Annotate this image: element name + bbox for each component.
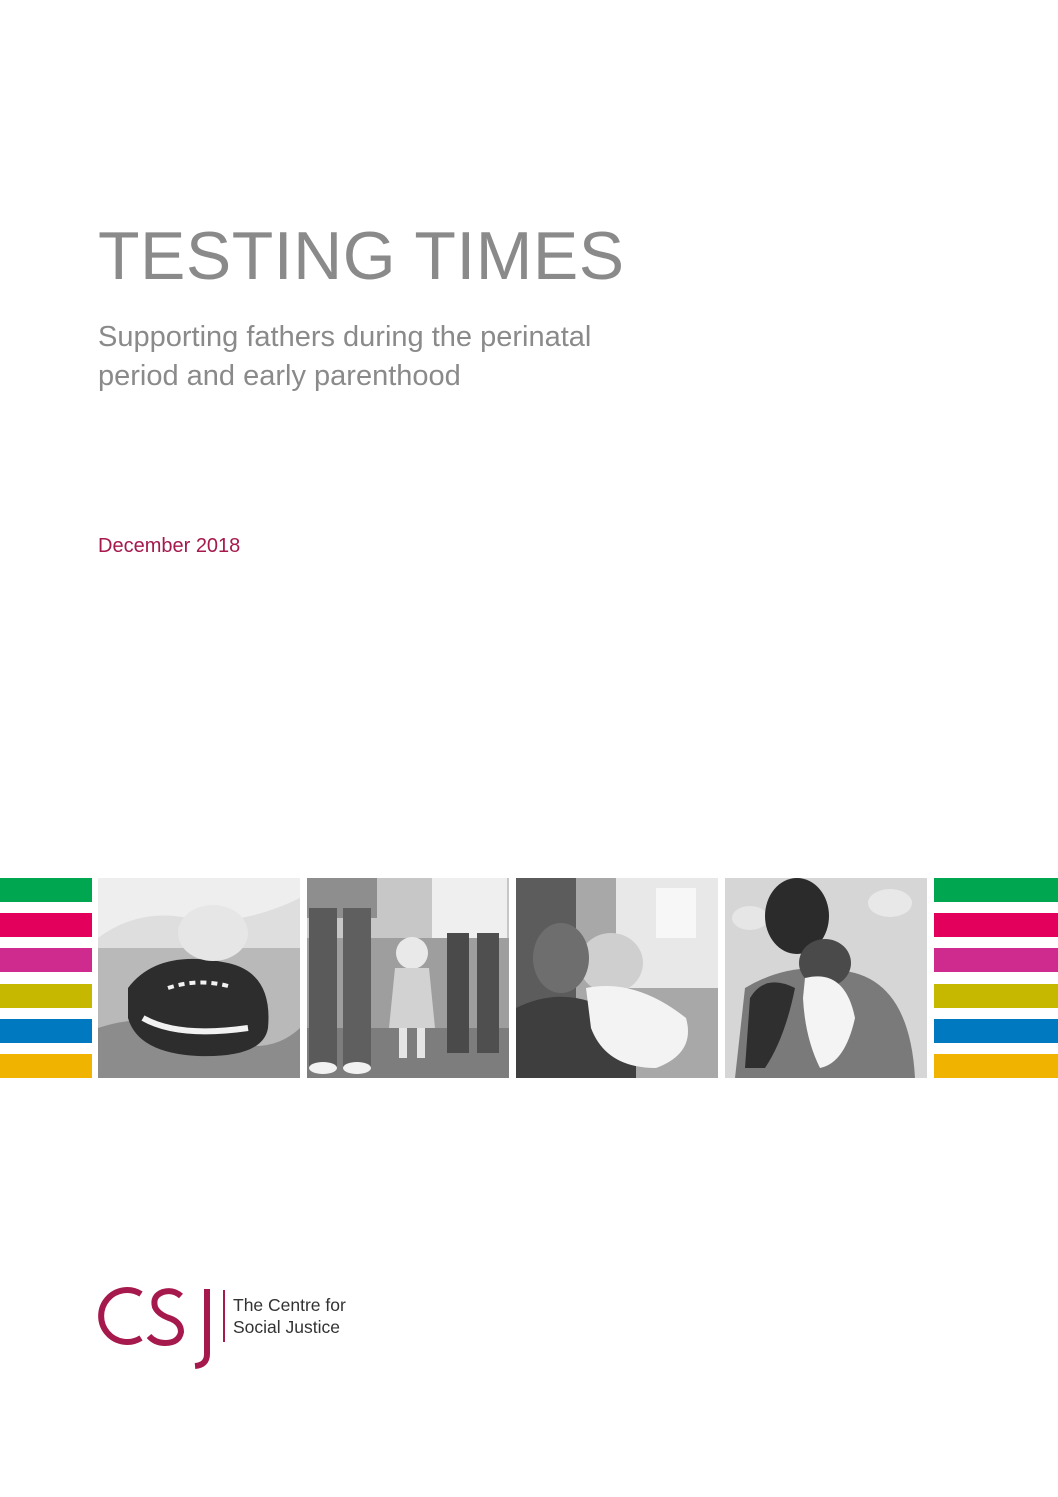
csj-logo-mark [97,1280,221,1370]
publication-date: December 2018 [98,535,241,557]
stripe-olive [0,984,92,1008]
right-color-stripes [934,878,1058,1089]
stripe-green [934,878,1058,902]
subtitle-line-2: period and early parenthood [98,360,461,392]
report-title: TESTING TIMES [98,218,625,294]
photo-toddler-walking [307,878,509,1078]
left-color-stripes [0,878,92,1089]
stripe-yellow [0,1054,92,1078]
stripe-red [934,913,1058,937]
stripe-yellow [934,1054,1058,1078]
logo-line-2: Social Justice [233,1317,340,1337]
stripe-red [0,913,92,937]
stripe-magenta [0,948,92,972]
stripe-green [0,878,92,902]
logo-divider [223,1290,225,1342]
report-subtitle [98,318,718,396]
logo-wordmark [233,1294,413,1338]
stripe-blue [934,1019,1058,1043]
stripe-blue [0,1019,92,1043]
stripe-olive [934,984,1058,1008]
logo-line-1: The Centre for [233,1295,346,1315]
photo-father-holding-newborn [725,878,927,1078]
photo-baby-shoe [98,878,300,1078]
subtitle-line-1: Supporting fathers during the perinatal [98,321,592,353]
photo-father-kissing-baby [516,878,718,1078]
stripe-magenta [934,948,1058,972]
